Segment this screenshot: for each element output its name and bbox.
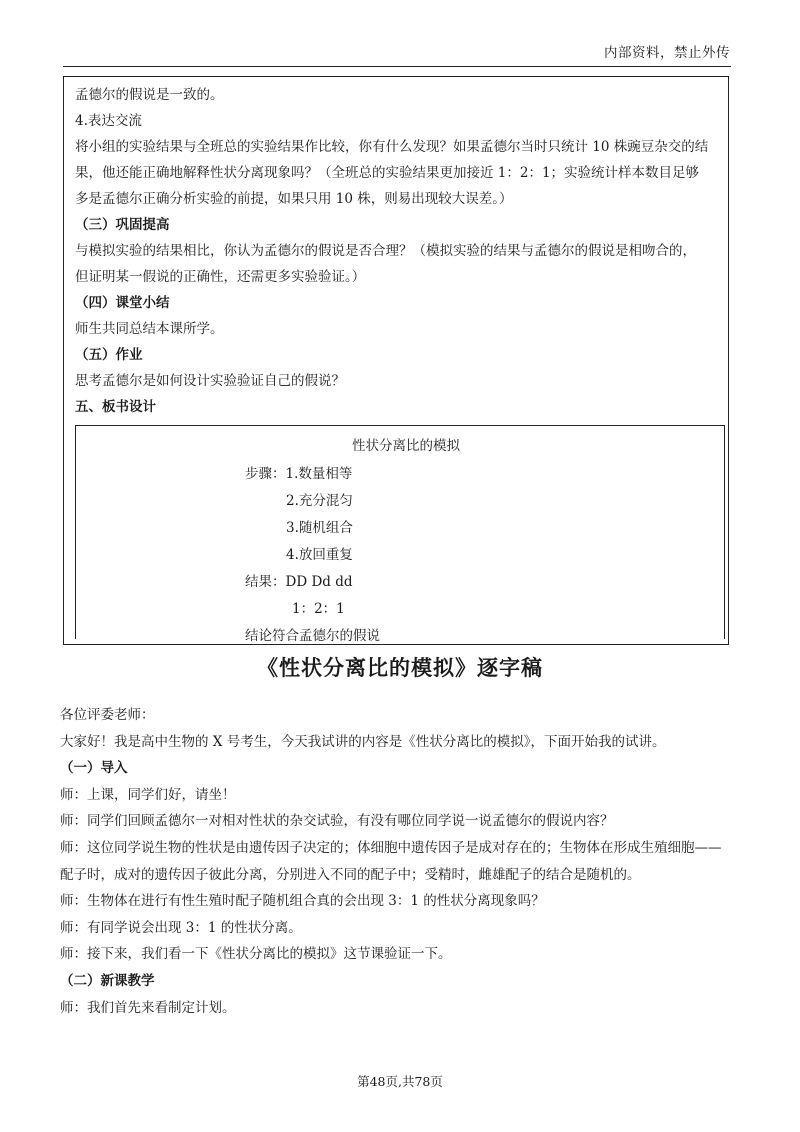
board-step-4: 4.放回重复 bbox=[286, 547, 353, 563]
lesson-paragraph-line: 但证明某一假说的正确性，还需更多实验验证。） bbox=[75, 269, 366, 285]
board-step-2: 2.充分混匀 bbox=[286, 493, 353, 509]
transcript-paragraph-line: 师：上课，同学们好，请坐！ bbox=[60, 786, 236, 803]
lesson-paragraph-line: 多是孟德尔正确分析实验的前提，如果只用 10 株，则易出现较大误差。） bbox=[75, 191, 513, 207]
transcript-paragraph-line: 师：我们首先来看制定计划。 bbox=[60, 999, 236, 1016]
transcript-paragraph-line: 大家好！我是高中生物的 X 号考生，今天我试讲的内容是《性状分离比的模拟》，下面开始我的试讲。 bbox=[60, 733, 666, 750]
board-ratio: 1：2：1 bbox=[292, 601, 345, 617]
lesson-table-content bbox=[75, 82, 727, 420]
transcript-body bbox=[60, 702, 740, 1021]
transcript-paragraph-line: 师：同学们回顾孟德尔一对相对性状的杂交试验，有没有哪位同学说一说孟德尔的假说内容？ bbox=[60, 813, 614, 830]
transcript-paragraph-line: 师：这位同学说生物的性状是由遗传因子决定的；体细胞中遗传因子是成对存在的；生物体在形成生殖细胞—— bbox=[60, 839, 722, 856]
lesson-paragraph-line: 孟德尔的假说是一致的。 bbox=[75, 87, 224, 103]
board-step-1: 步骤：1.数量相等 bbox=[245, 466, 353, 482]
lesson-paragraph-line: 4.表达交流 bbox=[75, 113, 142, 129]
lesson-heading: （四）课堂小结 bbox=[75, 295, 170, 311]
page-number: 第48页,共78页 bbox=[357, 1074, 443, 1089]
lesson-paragraph-line: 师生共同总结本课所学。 bbox=[75, 321, 224, 337]
board-title: 性状分离比的模拟 bbox=[352, 438, 460, 454]
board-step-3: 3.随机组合 bbox=[286, 520, 353, 536]
header-rule bbox=[63, 66, 731, 67]
transcript-paragraph-line: 师：有同学说会出现 3：1 的性状分离。 bbox=[60, 919, 302, 936]
transcript-heading: （一）导入 bbox=[60, 760, 128, 777]
transcript-heading: （二）新课教学 bbox=[60, 972, 155, 989]
transcript-paragraph-line: 各位评委老师： bbox=[60, 707, 155, 723]
board-result: 结果：DD Dd dd bbox=[245, 574, 353, 590]
lesson-paragraph-line: 果，他还能正确地解释性状分离现象吗？（全班总的实验结果更加接近 1：2：1；实验统计样本数目足够 bbox=[75, 165, 700, 181]
header-note: 内部资料，禁止外传 bbox=[604, 45, 730, 61]
blackboard-design-box bbox=[75, 425, 725, 639]
transcript-paragraph-line: 配子时，成对的遗传因子彼此分离，分别进入不同的配子中；受精时，雌雄配子的结合是随机的。 bbox=[60, 866, 641, 883]
lesson-heading: （五）作业 bbox=[75, 347, 143, 363]
board-conclusion: 结论符合孟德尔的假说 bbox=[245, 628, 380, 644]
lesson-paragraph-line: 与模拟实验的结果相比，你认为孟德尔的假说是否合理？（模拟实验的结果与孟德尔的假说是相吻合的， bbox=[75, 243, 696, 259]
lesson-paragraph-line: 思考孟德尔是如何设计实验验证自己的假说？ bbox=[75, 373, 345, 389]
lesson-heading: 五、板书设计 bbox=[75, 399, 156, 415]
transcript-paragraph-line: 师：接下来，我们看一下《性状分离比的模拟》这节课验证一下。 bbox=[60, 946, 452, 963]
lesson-heading: （三）巩固提高 bbox=[75, 217, 170, 233]
document-title: 《性状分离比的模拟》逐字稿 bbox=[257, 656, 543, 680]
lesson-paragraph-line: 将小组的实验结果与全班总的实验结果作比较，你有什么发现？如果孟德尔当时只统计 10 株豌豆杂交的结 bbox=[75, 139, 709, 155]
transcript-paragraph-line: 师：生物体在进行有性生殖时配子随机组合真的会出现 3：1 的性状分离现象吗？ bbox=[60, 893, 545, 910]
